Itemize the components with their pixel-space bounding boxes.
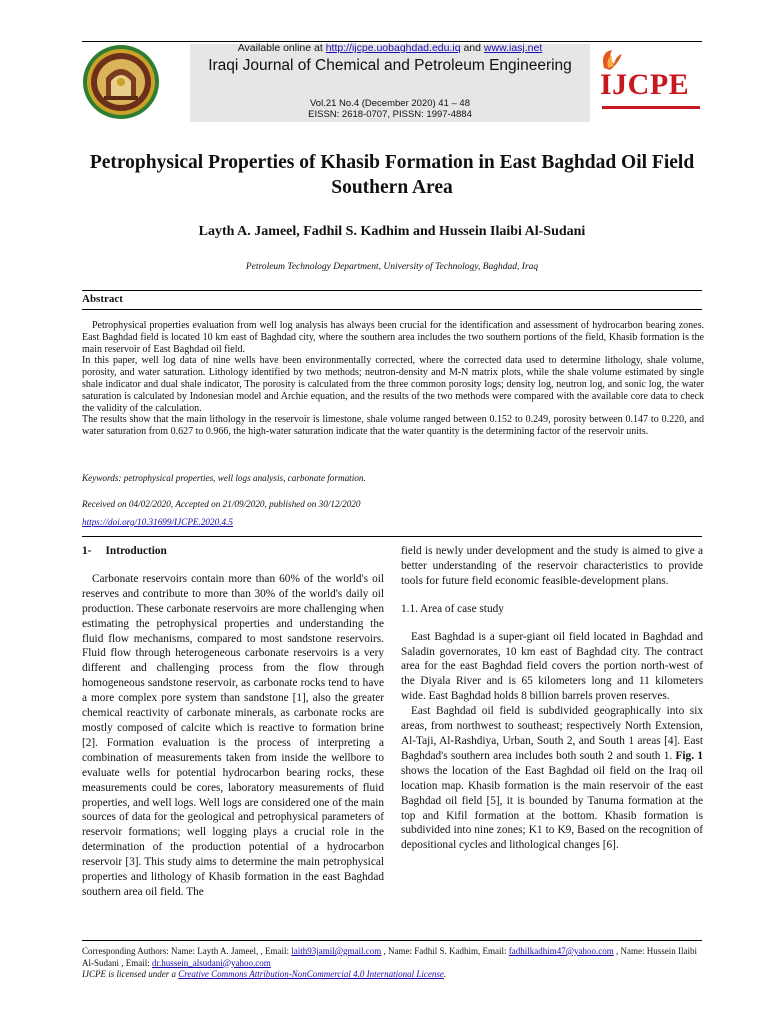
abstract-paragraph-2: In this paper, well log data of nine wells have been environmentally corrected, where the corrected data used to determine lithology, shale volume, porosity, and water saturation. Lithology identified by two methods; neutron-density and M-N matrix plots, while the shale volume estimated by single shale indicator and dual shale indicator, The porosity is calculated from the three common porosity logs; density log, neutron log, and sonic log, the water saturation is calculated by Indonesian model and Archie equation, and the results of the two methods were compared with the available core data to check the validity of the calculation.: [82, 355, 704, 414]
paper-title: Petrophysical Properties of Khasib Formation in East Baghdad Oil Field Southern Area: [89, 152, 695, 198]
right-column: [401, 544, 703, 853]
volume-info: [190, 98, 590, 120]
received-dates: Received on 04/02/2020, Accepted on 21/09/2020, published on 30/12/2020: [82, 499, 361, 509]
meta-rule: [82, 536, 702, 537]
available-prefix: Available online at: [237, 42, 326, 54]
area-paragraph-2-a: East Baghdad oil field is subdivided geographically into six areas, from northwest to southeast; respectively North Extension, Al-Taji, Al-Rashdiya, Urban, South 2, and South 1 areas [4]. East Baghdad's southern area includes both south 2 and south 1.: [401, 705, 703, 762]
doi: [82, 517, 233, 527]
abstract-body: [82, 320, 704, 438]
abstract-heading: Abstract: [82, 293, 123, 305]
introduction-heading: 1- Introduction: [82, 545, 167, 557]
and-text: and: [460, 42, 484, 54]
keywords: Keywords: petrophysical properties, well logs analysis, carbonate formation.: [82, 473, 366, 483]
corr-mid-1: , Name: Fadhil S. Kadhim, Email:: [381, 946, 509, 956]
abstract-rule-top: [82, 290, 702, 291]
introduction-paragraph: Carbonate reservoirs contain more than 60% of the world's oil reserves and contribute to more than 30% of the world's daily oil production. These carbonate reservoirs are more challenging when estimating the petrophysical properties and understanding the fluid flow mechanisms, compared to most sandstone reservoirs. Fluid flow through heterogeneous carbonate reservoirs is a very different and challenging process from the flow through homogeneous sandstone reservoir, as carbonate rocks tend to have a more complex pore system than sandstone [1], also the greater chemical reactivity of carbonate minerals, as carbonate rocks are mostly composed of calcite which is reactive to formation brine [2]. Formation evaluation is the process of interpreting a combination of measurements taken from inside the wellbore to evaluate wells for potential hydrocarbon bearing rocks, these measurements could be cores, laboratory measurements of fluid properties, and well logs. Well logs are considered one of the main sources of data for the geological and petrophysical parameters of reservoir formations; well logging plays a crucial role in the determination of the production potential of a hydrocarbon reservoir [3]. This study aims to determine the main petrophysical properties and lithology of Khasib formation in the east Baghdad southern area oil field. The: [82, 572, 384, 898]
area-paragraph-2-b: shows the location of the East Baghdad oil field on the Iraq oil location map. Khasib formation is the main reservoir of the east Baghdad oil field [5], it is bounded by Tanuma formation at the top and Kifil formation at the bottom. Khasib formation is subdivided into nine zones; K1 to K9, Based on the recognition of depositional cycles and lithological changes [6].: [401, 764, 703, 852]
doi-link[interactable]: https://doi.org/10.31699/IJCPE.2020.4.5: [82, 517, 233, 527]
continued-paragraph: field is newly under development and the study is aimed to give a better understanding of the reservoir characteristics to provide tools for future field economic feasible-development plans.: [401, 545, 703, 587]
abstract-rule: [82, 309, 702, 310]
iasj-url-link[interactable]: www.iasj.net: [483, 42, 543, 54]
license-line: [82, 969, 704, 981]
availability-line: [190, 42, 590, 54]
license-link[interactable]: Creative Commons Attribution-NonCommercial 4.0 International License: [178, 969, 444, 979]
figure-reference: Fig. 1: [675, 749, 703, 762]
corresponding-authors: [82, 946, 704, 969]
license-suffix: .: [443, 969, 447, 979]
issn-line: EISSN: 2618-0707, PISSN: 1997-4884: [308, 109, 472, 120]
area-subheading: 1.1. Area of case study: [401, 602, 504, 615]
left-column: [82, 544, 384, 900]
license-prefix: IJCPE is licensed under a: [82, 969, 179, 979]
abstract-paragraph-1: Petrophysical properties evaluation from well log analysis has always been crucial for the identification and assessment of hydrocarbon bearing zones. East Baghdad field is located 10 km east of Baghdad city, where the southern area includes the two southern portions of the field, Khasib formation is the main reservoir of East Baghdad oil field.: [82, 320, 704, 355]
area-paragraph-2: [401, 704, 703, 853]
corr-prefix: Corresponding Authors: Name: Layth A. Jameel, , Email:: [82, 946, 292, 956]
university-seal-icon: [82, 44, 160, 120]
footer: [82, 946, 704, 981]
author-affiliation: Petroleum Technology Department, University of Technology, Baghdad, Iraq: [245, 262, 539, 272]
email-link-1[interactable]: laith93jamil@gmail.com: [291, 946, 382, 956]
journal-name: Iraqi Journal of Chemical and Petroleum Engineering: [208, 57, 572, 74]
ijcpe-logo-text: IJCPE: [600, 68, 690, 101]
email-link-2[interactable]: fadhilkadhim47@yahoo.com: [508, 946, 614, 956]
abstract-paragraph-3: The results show that the main lithology in the reservoir is limestone, shale volume ranged between 0.152 to 0.249, porosity between 0.147 to 0.220, and water saturation from 0.627 to 0.966, the high-water saturation indicate that the water quantity is the determining factor of the reservoir units.: [82, 414, 704, 438]
paper-authors: Layth A. Jameel, Fadhil S. Kadhim and Hussein Ilaibi Al-Sudani: [198, 224, 586, 239]
journal-url-link[interactable]: http://ijcpe.uobaghdad.edu.iq: [325, 42, 461, 54]
area-paragraph-1: East Baghdad is a super-giant oil field located in Baghdad and Saladin governorates, 10 km east of Baghdad city. The contract area for the east Baghdad field covers the portion north-west of the Diyala River and is 65 kilometers long and 11 kilometers wide. East Baghdad holds 8 billion barrels proven reserves.: [401, 630, 703, 703]
footer-rule: [82, 940, 702, 941]
corr-mid-2: , Name: Hussein Ilaibi Al-Sudani , Email:: [82, 946, 698, 968]
email-link-3[interactable]: dr.hussein_alsudani@yahoo.com: [152, 957, 271, 968]
volume-line: Vol.21 No.4 (December 2020) 41 – 48: [309, 98, 470, 109]
